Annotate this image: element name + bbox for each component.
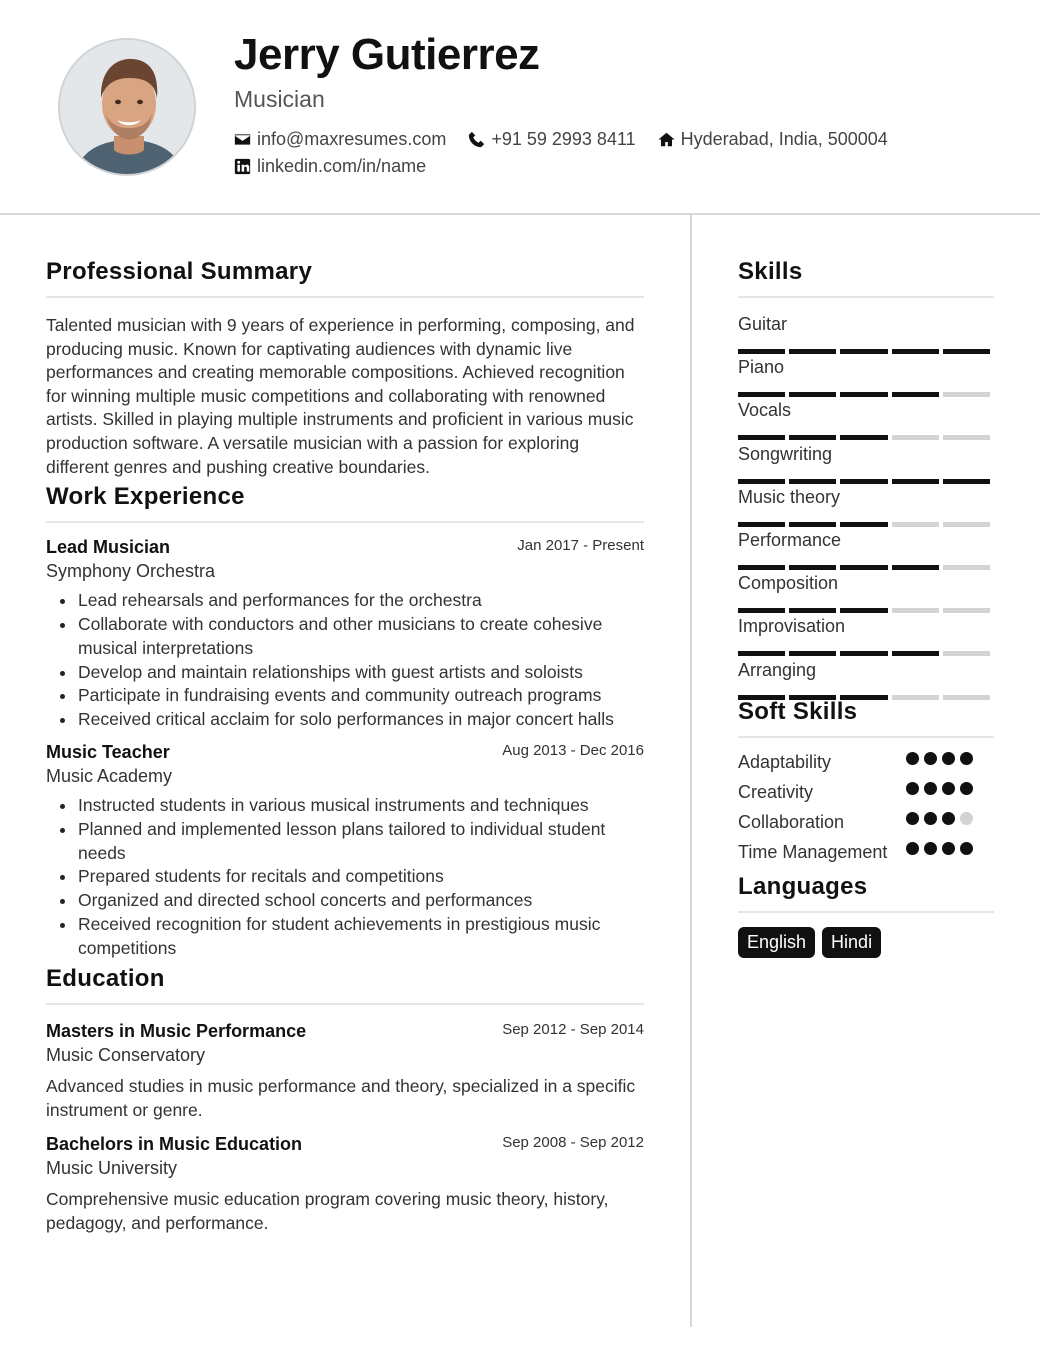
candidate-name: Jerry Gutierrez bbox=[234, 30, 540, 79]
skill-level-segment bbox=[892, 565, 939, 570]
skill-item bbox=[738, 528, 994, 571]
rating-dot bbox=[924, 782, 937, 795]
skill-level-segment bbox=[738, 608, 785, 613]
rating-dot bbox=[942, 752, 955, 765]
rating-dot bbox=[960, 812, 973, 825]
skill-level-bar bbox=[738, 349, 994, 354]
summary-text: Talented musician with 9 years of experience in performing, composing, and producing music. Known for captivating audiences with dynamic live performances and creating memorable compositions. Achieved recognition for winning multiple music competitions and collaborating with renowned artists. Skilled in playing multiple instruments and proficient in various music production software. A versatile musician with a passion for exploring different genres and pushing creative boundaries. bbox=[46, 315, 635, 477]
languages-list bbox=[738, 927, 994, 958]
skill-level-segment bbox=[789, 479, 836, 484]
skill-item bbox=[738, 485, 994, 528]
rating-dot bbox=[906, 752, 919, 765]
contact-email[interactable] bbox=[234, 129, 446, 150]
education-entry bbox=[46, 1134, 644, 1235]
skill-level-segment bbox=[738, 651, 785, 656]
skill-level-segment bbox=[892, 349, 939, 354]
skill-item bbox=[738, 312, 994, 355]
rating-dot bbox=[924, 842, 937, 855]
skill-level-segment bbox=[789, 565, 836, 570]
soft-skill-rating bbox=[906, 812, 978, 825]
rating-dot bbox=[960, 842, 973, 855]
skill-level-bar bbox=[738, 435, 994, 440]
rating-dot bbox=[960, 752, 973, 765]
list-item: Collaborate with conductors and other musicians to create cohesive musical interpretations bbox=[46, 613, 644, 661]
skill-level-segment bbox=[738, 349, 785, 354]
skill-name: Arranging bbox=[738, 659, 817, 680]
skill-level-segment bbox=[943, 435, 990, 440]
skill-level-segment bbox=[789, 392, 836, 397]
list-item: Received recognition for student achievements in prestigious music competitions bbox=[46, 913, 644, 961]
education-section bbox=[46, 965, 644, 1235]
skill-level-segment bbox=[943, 565, 990, 570]
linkedin-icon bbox=[234, 158, 251, 175]
linkedin-text: linkedin.com/in/name bbox=[257, 156, 427, 176]
skill-level-bar bbox=[738, 392, 994, 397]
skill-level-segment bbox=[943, 651, 990, 656]
job-entry bbox=[46, 742, 644, 961]
job-org: Music Academy bbox=[46, 765, 173, 786]
skill-level-bar bbox=[738, 565, 994, 570]
soft-skills-section bbox=[738, 698, 994, 865]
skills-section bbox=[738, 258, 994, 701]
skill-level-segment bbox=[892, 608, 939, 613]
person-portrait-icon bbox=[60, 40, 196, 176]
soft-skill-rating bbox=[906, 752, 978, 765]
summary-section bbox=[46, 258, 644, 479]
skill-name: Performance bbox=[738, 529, 842, 550]
soft-skill-name: Adaptability bbox=[738, 751, 832, 772]
skill-level-bar bbox=[738, 651, 994, 656]
education-date: Sep 2008 - Sep 2012 bbox=[502, 1133, 644, 1151]
job-date: Jan 2017 - Present bbox=[517, 537, 644, 555]
job-entry bbox=[46, 537, 644, 732]
soft-skill-rating bbox=[906, 842, 978, 855]
skill-level-segment bbox=[892, 651, 939, 656]
soft-skill-item bbox=[738, 750, 994, 775]
school-name: Music University bbox=[46, 1157, 178, 1178]
list-item: Organized and directed school concerts and performances bbox=[46, 889, 644, 913]
degree-name: Masters in Music Performance bbox=[46, 1020, 307, 1041]
section-heading: Education bbox=[46, 965, 644, 1005]
list-item: Lead rehearsals and performances for the orchestra bbox=[46, 589, 644, 613]
skill-level-segment bbox=[840, 651, 887, 656]
list-item: Prepared students for recitals and competitions bbox=[46, 865, 644, 889]
skill-level-segment bbox=[738, 479, 785, 484]
contact-row bbox=[234, 129, 910, 150]
list-item: Participate in fundraising events and community outreach programs bbox=[46, 684, 644, 708]
location-text: Hyderabad, India, 500004 bbox=[680, 129, 888, 149]
skill-level-segment bbox=[892, 522, 939, 527]
list-item: Develop and maintain relationships with guest artists and soloists bbox=[46, 661, 644, 685]
skill-level-segment bbox=[738, 522, 785, 527]
language-tag: English bbox=[738, 927, 815, 958]
rating-dot bbox=[942, 782, 955, 795]
skill-level-segment bbox=[738, 392, 785, 397]
job-role: Music Teacher bbox=[46, 741, 170, 762]
skill-level-segment bbox=[892, 695, 939, 700]
job-role: Lead Musician bbox=[46, 537, 171, 558]
section-heading: Professional Summary bbox=[46, 258, 644, 298]
list-item: Received critical acclaim for solo performances in major concert halls bbox=[46, 708, 644, 732]
soft-skill-name: Collaboration bbox=[738, 811, 845, 832]
side-column bbox=[738, 258, 994, 958]
skill-level-segment bbox=[892, 435, 939, 440]
education-entry bbox=[46, 1021, 644, 1122]
skill-item bbox=[738, 355, 994, 398]
envelope-icon bbox=[234, 131, 251, 148]
skill-level-segment bbox=[943, 522, 990, 527]
soft-skills-list bbox=[738, 750, 994, 865]
contact-linkedin[interactable] bbox=[234, 156, 426, 177]
skill-item bbox=[738, 442, 994, 485]
skill-name: Music theory bbox=[738, 486, 841, 507]
skill-level-bar bbox=[738, 479, 994, 484]
rating-dot bbox=[960, 782, 973, 795]
rating-dot bbox=[942, 842, 955, 855]
education-description: Comprehensive music education program covering music theory, history, pedagogy, and performance. bbox=[46, 1188, 609, 1233]
rating-dot bbox=[942, 812, 955, 825]
soft-skill-item bbox=[738, 840, 994, 865]
section-heading: Work Experience bbox=[46, 483, 644, 523]
rating-dot bbox=[906, 782, 919, 795]
profile-photo bbox=[58, 38, 196, 176]
soft-skill-item bbox=[738, 780, 994, 805]
skill-level-segment bbox=[789, 651, 836, 656]
skill-level-segment bbox=[789, 435, 836, 440]
skill-name: Piano bbox=[738, 357, 785, 378]
section-heading: Skills bbox=[738, 258, 994, 298]
skill-item bbox=[738, 658, 994, 701]
school-name: Music Conservatory bbox=[46, 1044, 206, 1065]
section-heading: Soft Skills bbox=[738, 698, 994, 738]
skill-level-segment bbox=[943, 392, 990, 397]
contact-row bbox=[234, 156, 448, 177]
skill-level-segment bbox=[892, 479, 939, 484]
contact-location bbox=[658, 129, 888, 150]
skill-level-bar bbox=[738, 522, 994, 527]
job-bullets bbox=[46, 794, 644, 961]
rating-dot bbox=[924, 752, 937, 765]
soft-skill-name: Creativity bbox=[738, 781, 814, 802]
home-icon bbox=[658, 131, 675, 148]
skill-level-segment bbox=[840, 479, 887, 484]
skill-level-segment bbox=[840, 565, 887, 570]
soft-skill-name: Time Management bbox=[738, 841, 888, 862]
experience-section bbox=[46, 483, 644, 960]
skill-level-segment bbox=[943, 349, 990, 354]
skill-level-segment bbox=[789, 522, 836, 527]
job-org: Symphony Orchestra bbox=[46, 561, 216, 582]
skills-list bbox=[738, 312, 994, 701]
skill-level-segment bbox=[840, 608, 887, 613]
skill-level-segment bbox=[840, 435, 887, 440]
job-date: Aug 2013 - Dec 2016 bbox=[502, 741, 644, 759]
list-item: Planned and implemented lesson plans tailored to individual student needs bbox=[46, 818, 644, 866]
main-column bbox=[46, 258, 644, 1235]
resume-header bbox=[0, 0, 1040, 215]
rating-dot bbox=[906, 842, 919, 855]
phone-icon bbox=[468, 131, 485, 148]
skill-level-segment bbox=[943, 608, 990, 613]
skill-level-segment bbox=[738, 565, 785, 570]
degree-name: Bachelors in Music Education bbox=[46, 1133, 303, 1154]
skill-name: Songwriting bbox=[738, 443, 833, 464]
skill-item bbox=[738, 614, 994, 657]
skill-level-segment bbox=[840, 522, 887, 527]
languages-section bbox=[738, 873, 994, 958]
section-heading: Languages bbox=[738, 873, 994, 913]
education-date: Sep 2012 - Sep 2014 bbox=[502, 1020, 644, 1038]
skill-level-segment bbox=[943, 479, 990, 484]
skill-name: Improvisation bbox=[738, 616, 846, 637]
language-tag: Hindi bbox=[822, 927, 881, 958]
list-item: Instructed students in various musical instruments and techniques bbox=[46, 794, 644, 818]
column-divider bbox=[690, 215, 692, 1327]
skill-name: Guitar bbox=[738, 314, 788, 334]
contact-phone[interactable] bbox=[468, 129, 635, 150]
skill-level-segment bbox=[840, 349, 887, 354]
skill-level-bar bbox=[738, 608, 994, 613]
rating-dot bbox=[906, 812, 919, 825]
phone-text: +91 59 2993 8411 bbox=[491, 129, 636, 149]
soft-skill-rating bbox=[906, 782, 978, 795]
skill-name: Composition bbox=[738, 573, 839, 594]
skill-level-segment bbox=[943, 695, 990, 700]
skill-name: Vocals bbox=[738, 400, 792, 421]
email-text: info@maxresumes.com bbox=[257, 129, 447, 149]
skill-item bbox=[738, 398, 994, 441]
skill-level-segment bbox=[840, 392, 887, 397]
skill-item bbox=[738, 571, 994, 614]
skill-level-segment bbox=[789, 349, 836, 354]
soft-skill-item bbox=[738, 810, 994, 835]
skill-level-segment bbox=[892, 392, 939, 397]
rating-dot bbox=[924, 812, 937, 825]
skill-level-segment bbox=[738, 435, 785, 440]
job-bullets bbox=[46, 589, 644, 732]
candidate-title: Musician bbox=[234, 86, 325, 112]
education-description: Advanced studies in music performance and theory, specialized in a specific instrument or genre. bbox=[46, 1075, 636, 1120]
skill-level-segment bbox=[789, 608, 836, 613]
